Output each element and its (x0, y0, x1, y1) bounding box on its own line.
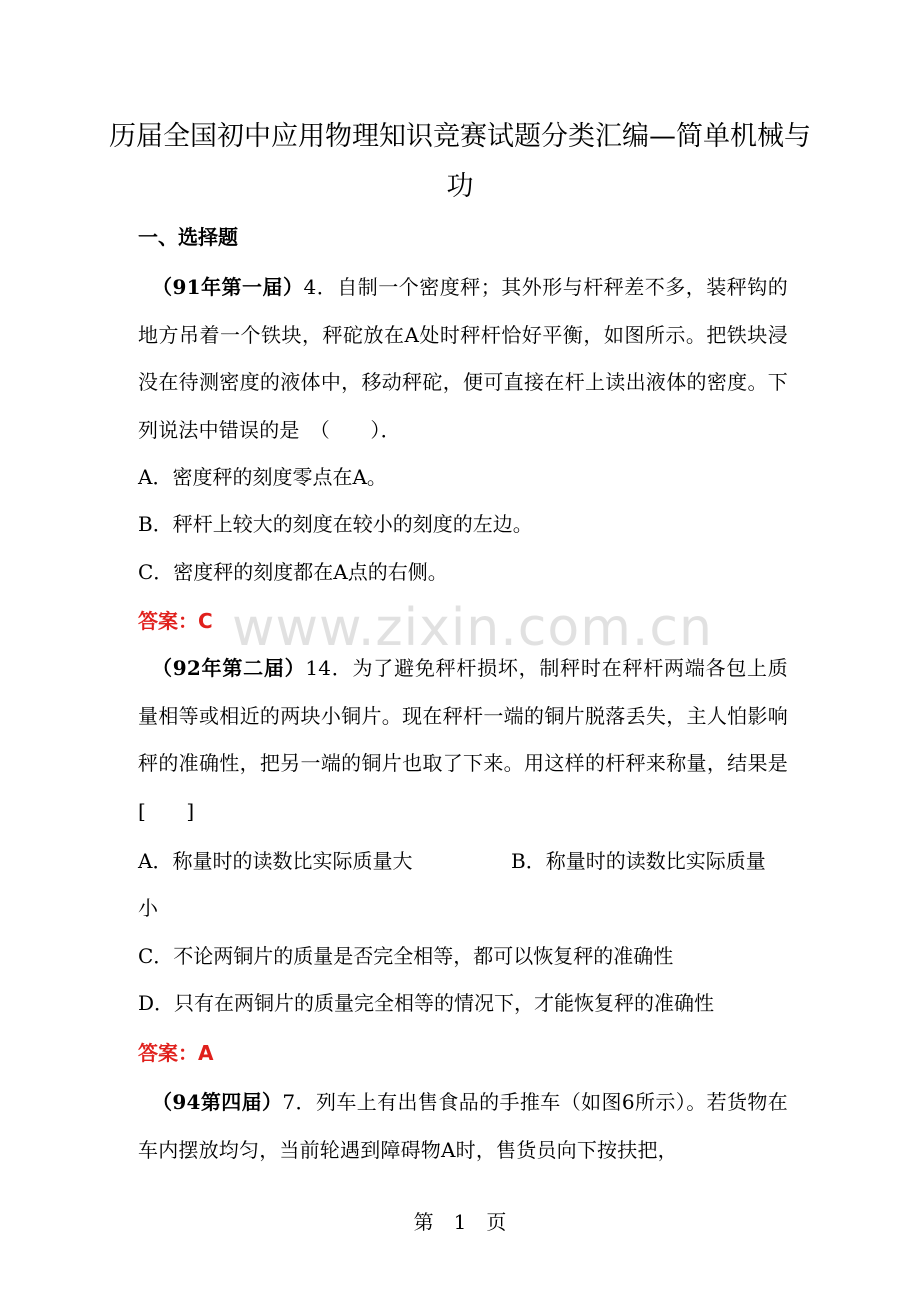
question-1-label: （91年第一届） (152, 275, 304, 299)
document-title: 历届全国初中应用物理知识竞赛试题分类汇编—简单机械与功 (109, 121, 811, 202)
question-3-label: （94第四届） (152, 1090, 283, 1114)
question-2-option-b: B．称量时的读数比实际质量 (511, 849, 766, 873)
question-1-answer: 答案：C (138, 609, 213, 633)
page-footer: 第 1 页 (413, 1210, 507, 1234)
question-2-option-a: A．称量时的读数比实际质量大 (138, 849, 413, 873)
question-3 (138, 1079, 788, 1174)
question-2-option-b-continued: 小 (138, 896, 158, 920)
question-2-label: （92年第二届） (152, 656, 306, 680)
question-1 (138, 264, 788, 454)
question-2-text: 14．为了避免秤杆损坏，制秤时在秤杆两端各包上质量相等或相近的两块小铜片。现在秤杆一端的铜片脱落丢失，主人怕影响秤的准确性，把另一端的铜片也取了下来。用这样的杆秤来称量，结果是 [ ] (138, 656, 809, 823)
question-2-option-d: D．只有在两铜片的质量完全相等的情况下，才能恢复秤的准确性 (138, 991, 715, 1015)
question-1-option-c: C．密度秤的刻度都在A点的右侧。 (138, 560, 448, 584)
question-2-option-c: C．不论两铜片的质量是否完全相等，都可以恢复秤的准确性 (138, 944, 674, 968)
question-2-option-row-ab (138, 838, 788, 886)
watermark: www.zixin.com.cn (232, 598, 713, 658)
question-1-text: 4．自制一个密度秤；其外形与杆秤差不多，装秤钩的地方吊着一个铁块，秤砣放在A处时秤杆恰好平衡，如图所示。把铁块浸没在待测密度的液体中，移动秤砣，便可直接在杆上读出液体的密度。下列说法中错误的是 （ ）． (138, 275, 788, 442)
question-3-text: 7．列车上有出售食品的手推车（如图6所示）。若货物在车内摆放均匀，当前轮遇到障碍物A时，售货员向下按扶把， (138, 1090, 788, 1162)
question-2 (138, 645, 809, 835)
question-2-answer: 答案：A (138, 1041, 214, 1065)
question-1-option-b: B．秤杆上较大的刻度在较小的刻度的左边。 (138, 512, 533, 536)
question-1-option-a: A．密度秤的刻度零点在A。 (138, 465, 387, 489)
section-heading: 一、选择题 (138, 225, 238, 249)
